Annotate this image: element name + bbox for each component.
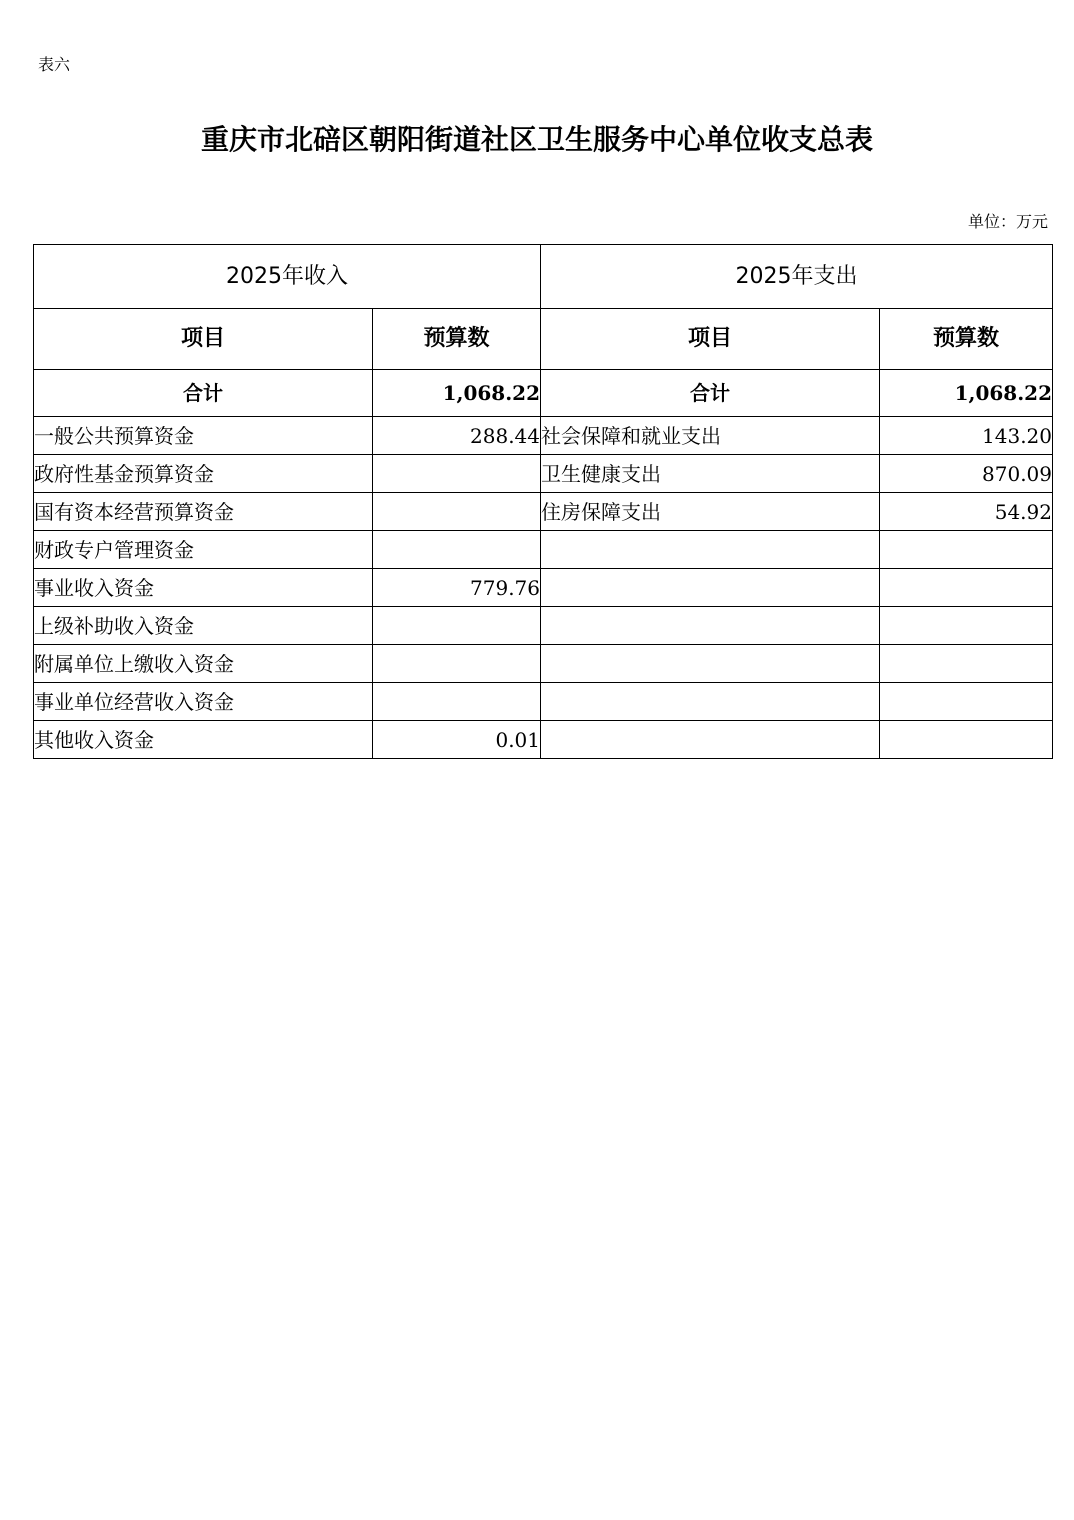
income-group-header: 2025年收入 bbox=[34, 245, 541, 309]
expense-amount-cell: 870.09 bbox=[880, 455, 1053, 493]
expense-amount-cell bbox=[880, 721, 1053, 759]
income-amount-cell bbox=[373, 493, 541, 531]
expense-amount-cell bbox=[880, 607, 1053, 645]
expense-amount-cell: 143.20 bbox=[880, 417, 1053, 455]
table-number: 表六 bbox=[38, 55, 71, 74]
table-row bbox=[34, 569, 1053, 607]
expense-group-header: 2025年支出 bbox=[541, 245, 1053, 309]
expense-item-cell bbox=[541, 569, 880, 607]
table-row bbox=[34, 607, 1053, 645]
table-row bbox=[34, 645, 1053, 683]
expense-item-cell: 卫生健康支出 bbox=[541, 455, 880, 493]
income-item-cell: 附属单位上缴收入资金 bbox=[34, 645, 373, 683]
income-amount-cell bbox=[373, 531, 541, 569]
page-title: 重庆市北碚区朝阳街道社区卫生服务中心单位收支总表 bbox=[200, 123, 873, 156]
income-item-cell: 事业收入资金 bbox=[34, 569, 373, 607]
expense-item-cell: 住房保障支出 bbox=[541, 493, 880, 531]
income-amount-cell: 0.01 bbox=[373, 721, 541, 759]
income-amount-cell bbox=[373, 455, 541, 493]
table-row bbox=[34, 531, 1053, 569]
group-header-row bbox=[34, 245, 1053, 309]
expense-item-cell bbox=[541, 645, 880, 683]
income-item-cell: 财政专户管理资金 bbox=[34, 531, 373, 569]
table-row bbox=[34, 417, 1053, 455]
income-item-cell: 上级补助收入资金 bbox=[34, 607, 373, 645]
expense-item-cell bbox=[541, 531, 880, 569]
expense-amount-cell bbox=[880, 645, 1053, 683]
income-total-value: 1,068.22 bbox=[373, 370, 541, 417]
income-amount-cell bbox=[373, 683, 541, 721]
income-amount-cell: 779.76 bbox=[373, 569, 541, 607]
income-item-header: 项目 bbox=[34, 309, 373, 370]
expense-amount-header: 预算数 bbox=[880, 309, 1053, 370]
unit-label: 单位：万元 bbox=[967, 212, 1048, 231]
income-amount-header: 预算数 bbox=[373, 309, 541, 370]
total-row bbox=[34, 370, 1053, 417]
income-item-cell: 政府性基金预算资金 bbox=[34, 455, 373, 493]
expense-item-cell bbox=[541, 721, 880, 759]
income-item-cell: 国有资本经营预算资金 bbox=[34, 493, 373, 531]
expense-amount-cell bbox=[880, 569, 1053, 607]
table-row bbox=[34, 721, 1053, 759]
expense-item-cell bbox=[541, 683, 880, 721]
income-amount-cell bbox=[373, 645, 541, 683]
income-amount-cell bbox=[373, 607, 541, 645]
income-item-cell: 一般公共预算资金 bbox=[34, 417, 373, 455]
income-item-cell: 其他收入资金 bbox=[34, 721, 373, 759]
expense-amount-cell bbox=[880, 683, 1053, 721]
table-row bbox=[34, 683, 1053, 721]
budget-summary-table bbox=[33, 244, 1053, 759]
income-amount-cell: 288.44 bbox=[373, 417, 541, 455]
table-row bbox=[34, 455, 1053, 493]
income-item-cell: 事业单位经营收入资金 bbox=[34, 683, 373, 721]
expense-item-cell: 社会保障和就业支出 bbox=[541, 417, 880, 455]
expense-total-label: 合计 bbox=[541, 370, 880, 417]
expense-item-header: 项目 bbox=[541, 309, 880, 370]
expense-amount-cell bbox=[880, 531, 1053, 569]
table-row bbox=[34, 493, 1053, 531]
expense-item-cell bbox=[541, 607, 880, 645]
expense-amount-cell: 54.92 bbox=[880, 493, 1053, 531]
income-total-label: 合计 bbox=[34, 370, 373, 417]
expense-total-value: 1,068.22 bbox=[880, 370, 1053, 417]
column-header-row bbox=[34, 309, 1053, 370]
